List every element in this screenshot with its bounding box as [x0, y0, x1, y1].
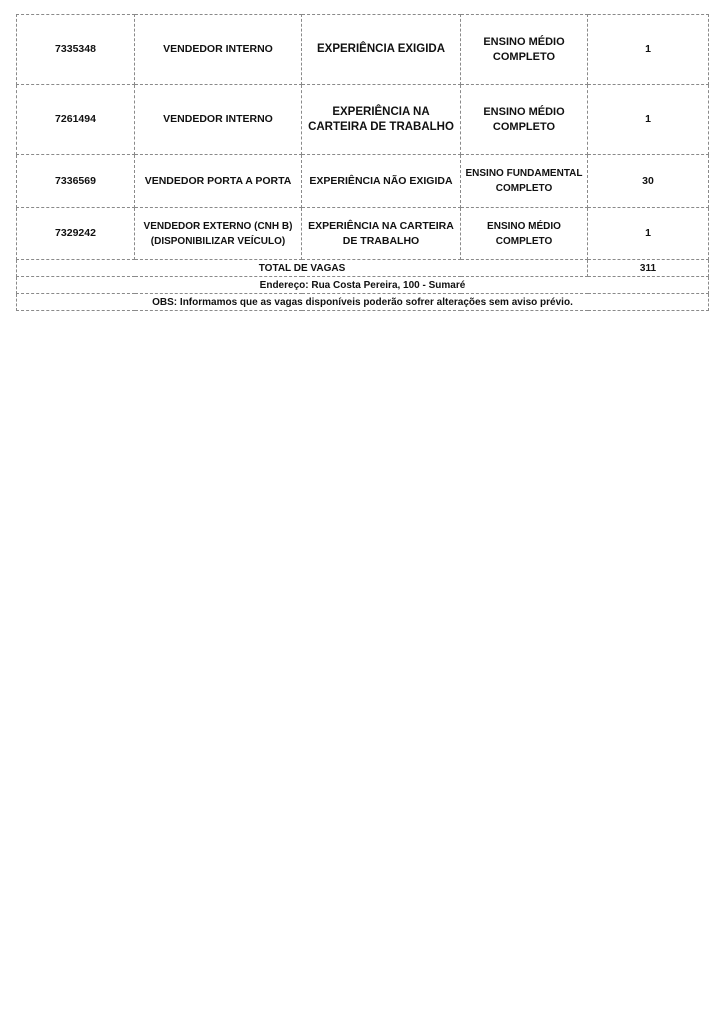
total-row: [17, 260, 709, 277]
experience-cell: EXPERIÊNCIA EXIGIDA: [302, 15, 461, 85]
quantity-cell: 1: [588, 85, 709, 155]
quantity-cell: 1: [588, 15, 709, 85]
education-cell: ENSINO MÉDIO COMPLETO: [461, 208, 588, 260]
job-code-cell: 7329242: [17, 208, 135, 260]
total-label: TOTAL DE VAGAS: [17, 260, 588, 277]
quantity-cell: 30: [588, 155, 709, 208]
job-role-cell: VENDEDOR INTERNO: [135, 85, 302, 155]
note-row: [17, 294, 709, 311]
job-code-cell: 7335348: [17, 15, 135, 85]
address-text: Endereço: Rua Costa Pereira, 100 - Sumaré: [17, 277, 709, 294]
total-value: 311: [588, 260, 709, 277]
experience-cell: EXPERIÊNCIA NA CARTEIRA DE TRABALHO: [302, 208, 461, 260]
note-text: OBS: Informamos que as vagas disponíveis poderão sofrer alterações sem aviso prévio.: [17, 294, 709, 311]
job-openings-table: [16, 14, 709, 311]
experience-cell: EXPERIÊNCIA NÃO EXIGIDA: [302, 155, 461, 208]
quantity-cell: 1: [588, 208, 709, 260]
education-cell: ENSINO MÉDIO COMPLETO: [461, 15, 588, 85]
address-row: [17, 277, 709, 294]
job-role-cell: VENDEDOR INTERNO: [135, 15, 302, 85]
table-row: [17, 155, 709, 208]
job-role-cell: VENDEDOR PORTA A PORTA: [135, 155, 302, 208]
table-row: [17, 15, 709, 85]
job-code-cell: 7336569: [17, 155, 135, 208]
education-cell: ENSINO MÉDIO COMPLETO: [461, 85, 588, 155]
education-cell: ENSINO FUNDAMENTAL COMPLETO: [461, 155, 588, 208]
experience-cell: EXPERIÊNCIA NA CARTEIRA DE TRABALHO: [302, 85, 461, 155]
table-row: [17, 208, 709, 260]
job-role-cell: VENDEDOR EXTERNO (CNH B) (DISPONIBILIZAR VEÍCULO): [135, 208, 302, 260]
table-row: [17, 85, 709, 155]
job-code-cell: 7261494: [17, 85, 135, 155]
